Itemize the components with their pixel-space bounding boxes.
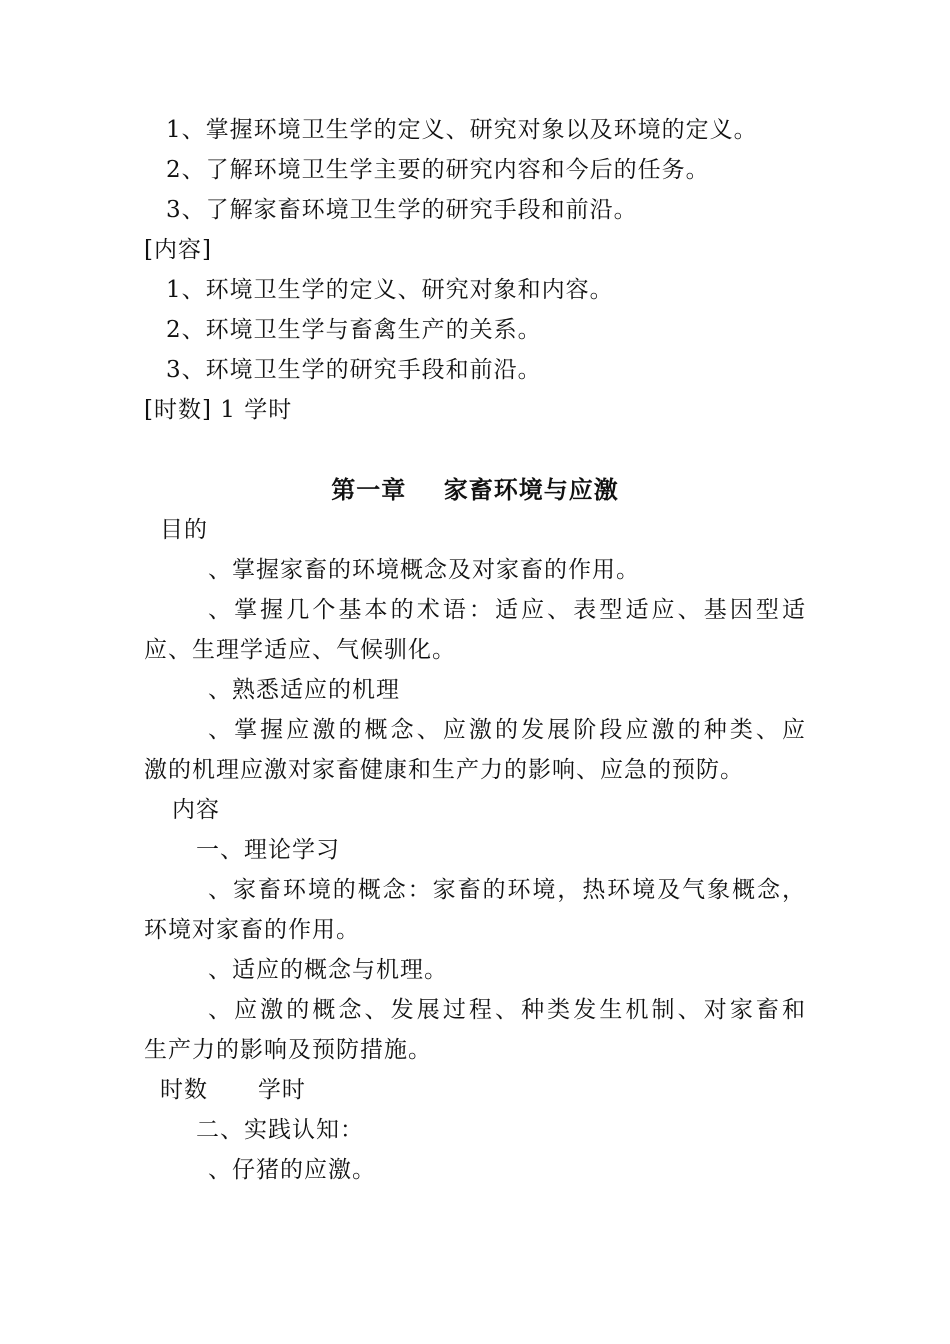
intro-hours: [时数] 1 学时 [144,397,293,423]
chapter-objective-3: 、熟悉适应的机理 [208,677,400,703]
theory-heading: 一、理论学习 [196,837,340,863]
theory-item-1: 、家畜环境的概念：家畜的环境，热环境及气象概念， [208,877,806,903]
theory-item-2: 、适应的概念与机理。 [208,957,448,983]
intro-content-1: 1、环境卫生学的定义、研究对象和内容。 [166,277,614,303]
chapter-hours: 时数 学时 [160,1077,306,1103]
chapter-content-label: 内容 [172,797,220,823]
chapter-objectives-label: 目的 [160,517,208,543]
chapter-objective-2: 、掌握几个基本的术语：适应、表型适应、基因型适 [208,597,806,623]
intro-content-3: 3、环境卫生学的研究手段和前沿。 [166,357,542,383]
theory-item-3-cont: 生产力的影响及预防措施。 [144,1037,432,1063]
intro-content-2: 2、环境卫生学与畜禽生产的关系。 [166,317,542,343]
chapter-title: 第一章 家畜环境与应激 [331,476,619,504]
chapter-objective-4-cont: 激的机理应激对家畜健康和生产力的影响、应急的预防。 [144,757,744,783]
intro-objective-1: 1、掌握环境卫生学的定义、研究对象以及环境的定义。 [166,117,758,143]
theory-item-1-cont: 环境对家畜的作用。 [144,917,360,943]
intro-objective-3: 3、了解家畜环境卫生学的研究手段和前沿。 [166,197,638,223]
practice-heading: 二、实践认知： [196,1117,364,1143]
chapter-objective-2-cont: 应、生理学适应、气候驯化。 [144,637,456,663]
practice-item-1: 、仔猪的应激。 [208,1157,376,1183]
intro-content-label: [内容] [144,237,212,263]
intro-objective-2: 2、了解环境卫生学主要的研究内容和今后的任务。 [166,157,710,183]
theory-item-3: 、应激的概念、发展过程、种类发生机制、对家畜和 [208,997,806,1023]
chapter-objective-1: 、掌握家畜的环境概念及对家畜的作用。 [208,557,640,583]
chapter-objective-4: 、掌握应激的概念、应激的发展阶段应激的种类、应 [208,717,806,743]
